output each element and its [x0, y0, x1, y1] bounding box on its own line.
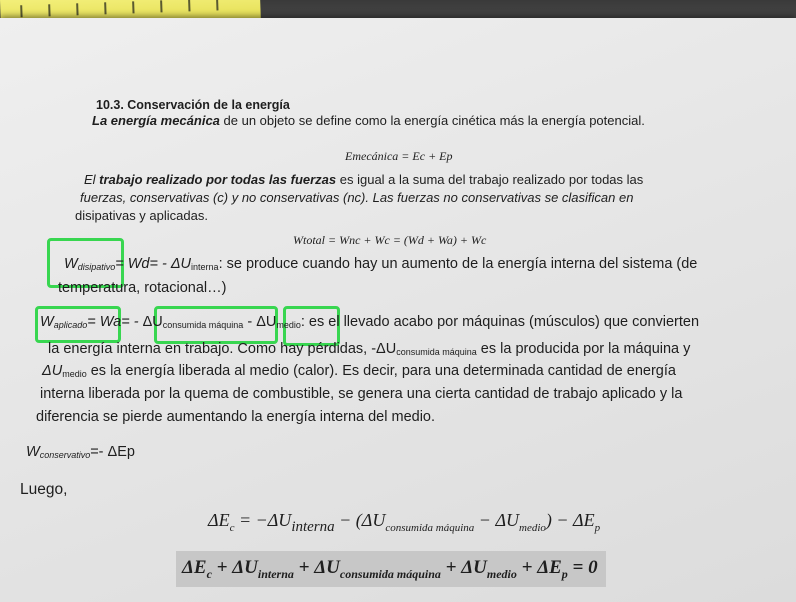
applied-line-5: diferencia se pierde aumentando la energía interna del medio.: [36, 409, 436, 425]
conservative-line: $W_{conservativo}=-$ ΔEp: [26, 444, 135, 460]
applied-line-3: $\Delta U_{medio}$ es la energía liberada al medio (calor). Es decir, para una determinada cantidad de energía: [42, 363, 676, 379]
intro-line: La energía mecánica de un objeto se define como la energía cinética más la energía potencial.: [92, 113, 645, 128]
equation-total-work: Wtotal = Wnc + Wc = (Wd + Wa) + Wc: [293, 233, 487, 247]
section-title: 10.3. Conservación de la energía: [96, 98, 290, 112]
applied-line-2: la energía interna en trabajo. Como hay pérdidas, $-\Delta U_{consumida máquina}$ es la producida por la máquina y: [48, 341, 691, 357]
applied-line-4: interna liberada por la quema de combustible, se genera una cierta cantidad de trabajo aplicado y la: [40, 386, 683, 402]
luego-label: Luego,: [20, 481, 68, 498]
work-line-3: disipativas y aplicadas.: [75, 208, 208, 223]
work-line-1: El trabajo realizado por todas las fuerzas es igual a la suma del trabajo realizado por todas las: [84, 172, 644, 187]
equation-mechanical: Emecánica = Ec + Ep: [345, 149, 453, 163]
equation-final: $\Delta E_c + \Delta U_{interna} + \Delta U_{consumida máquina} + \Delta U_{medio} + \Delta E_p = 0$: [182, 557, 598, 581]
equation-delta-ec: $\Delta E_c = -\Delta U_{interna} - (\Delta U_{consumida máquina} - \Delta U_{medio}) - \Delta E_p$: [208, 510, 601, 535]
dissipative-line-1: $W_{disipativo}= Wd= - \Delta U_{interna}$: se produce cuando hay un aumento de la energía interna del sistema (de: [64, 256, 698, 272]
document-page: [0, 18, 796, 602]
work-line-2: fuerzas, conservativas (c) y no conservativas (nc). Las fuerzas no conservativas se clasifican en: [80, 190, 634, 205]
dissipative-line-2: temperatura, rotacional…): [58, 280, 227, 296]
applied-line-1: $W_{aplicado}= Wa= - \Delta U_{consumida máquina} - \Delta U_{medio}$: es el llevado acabo por máquinas (músculos) que convierten: [40, 314, 700, 330]
